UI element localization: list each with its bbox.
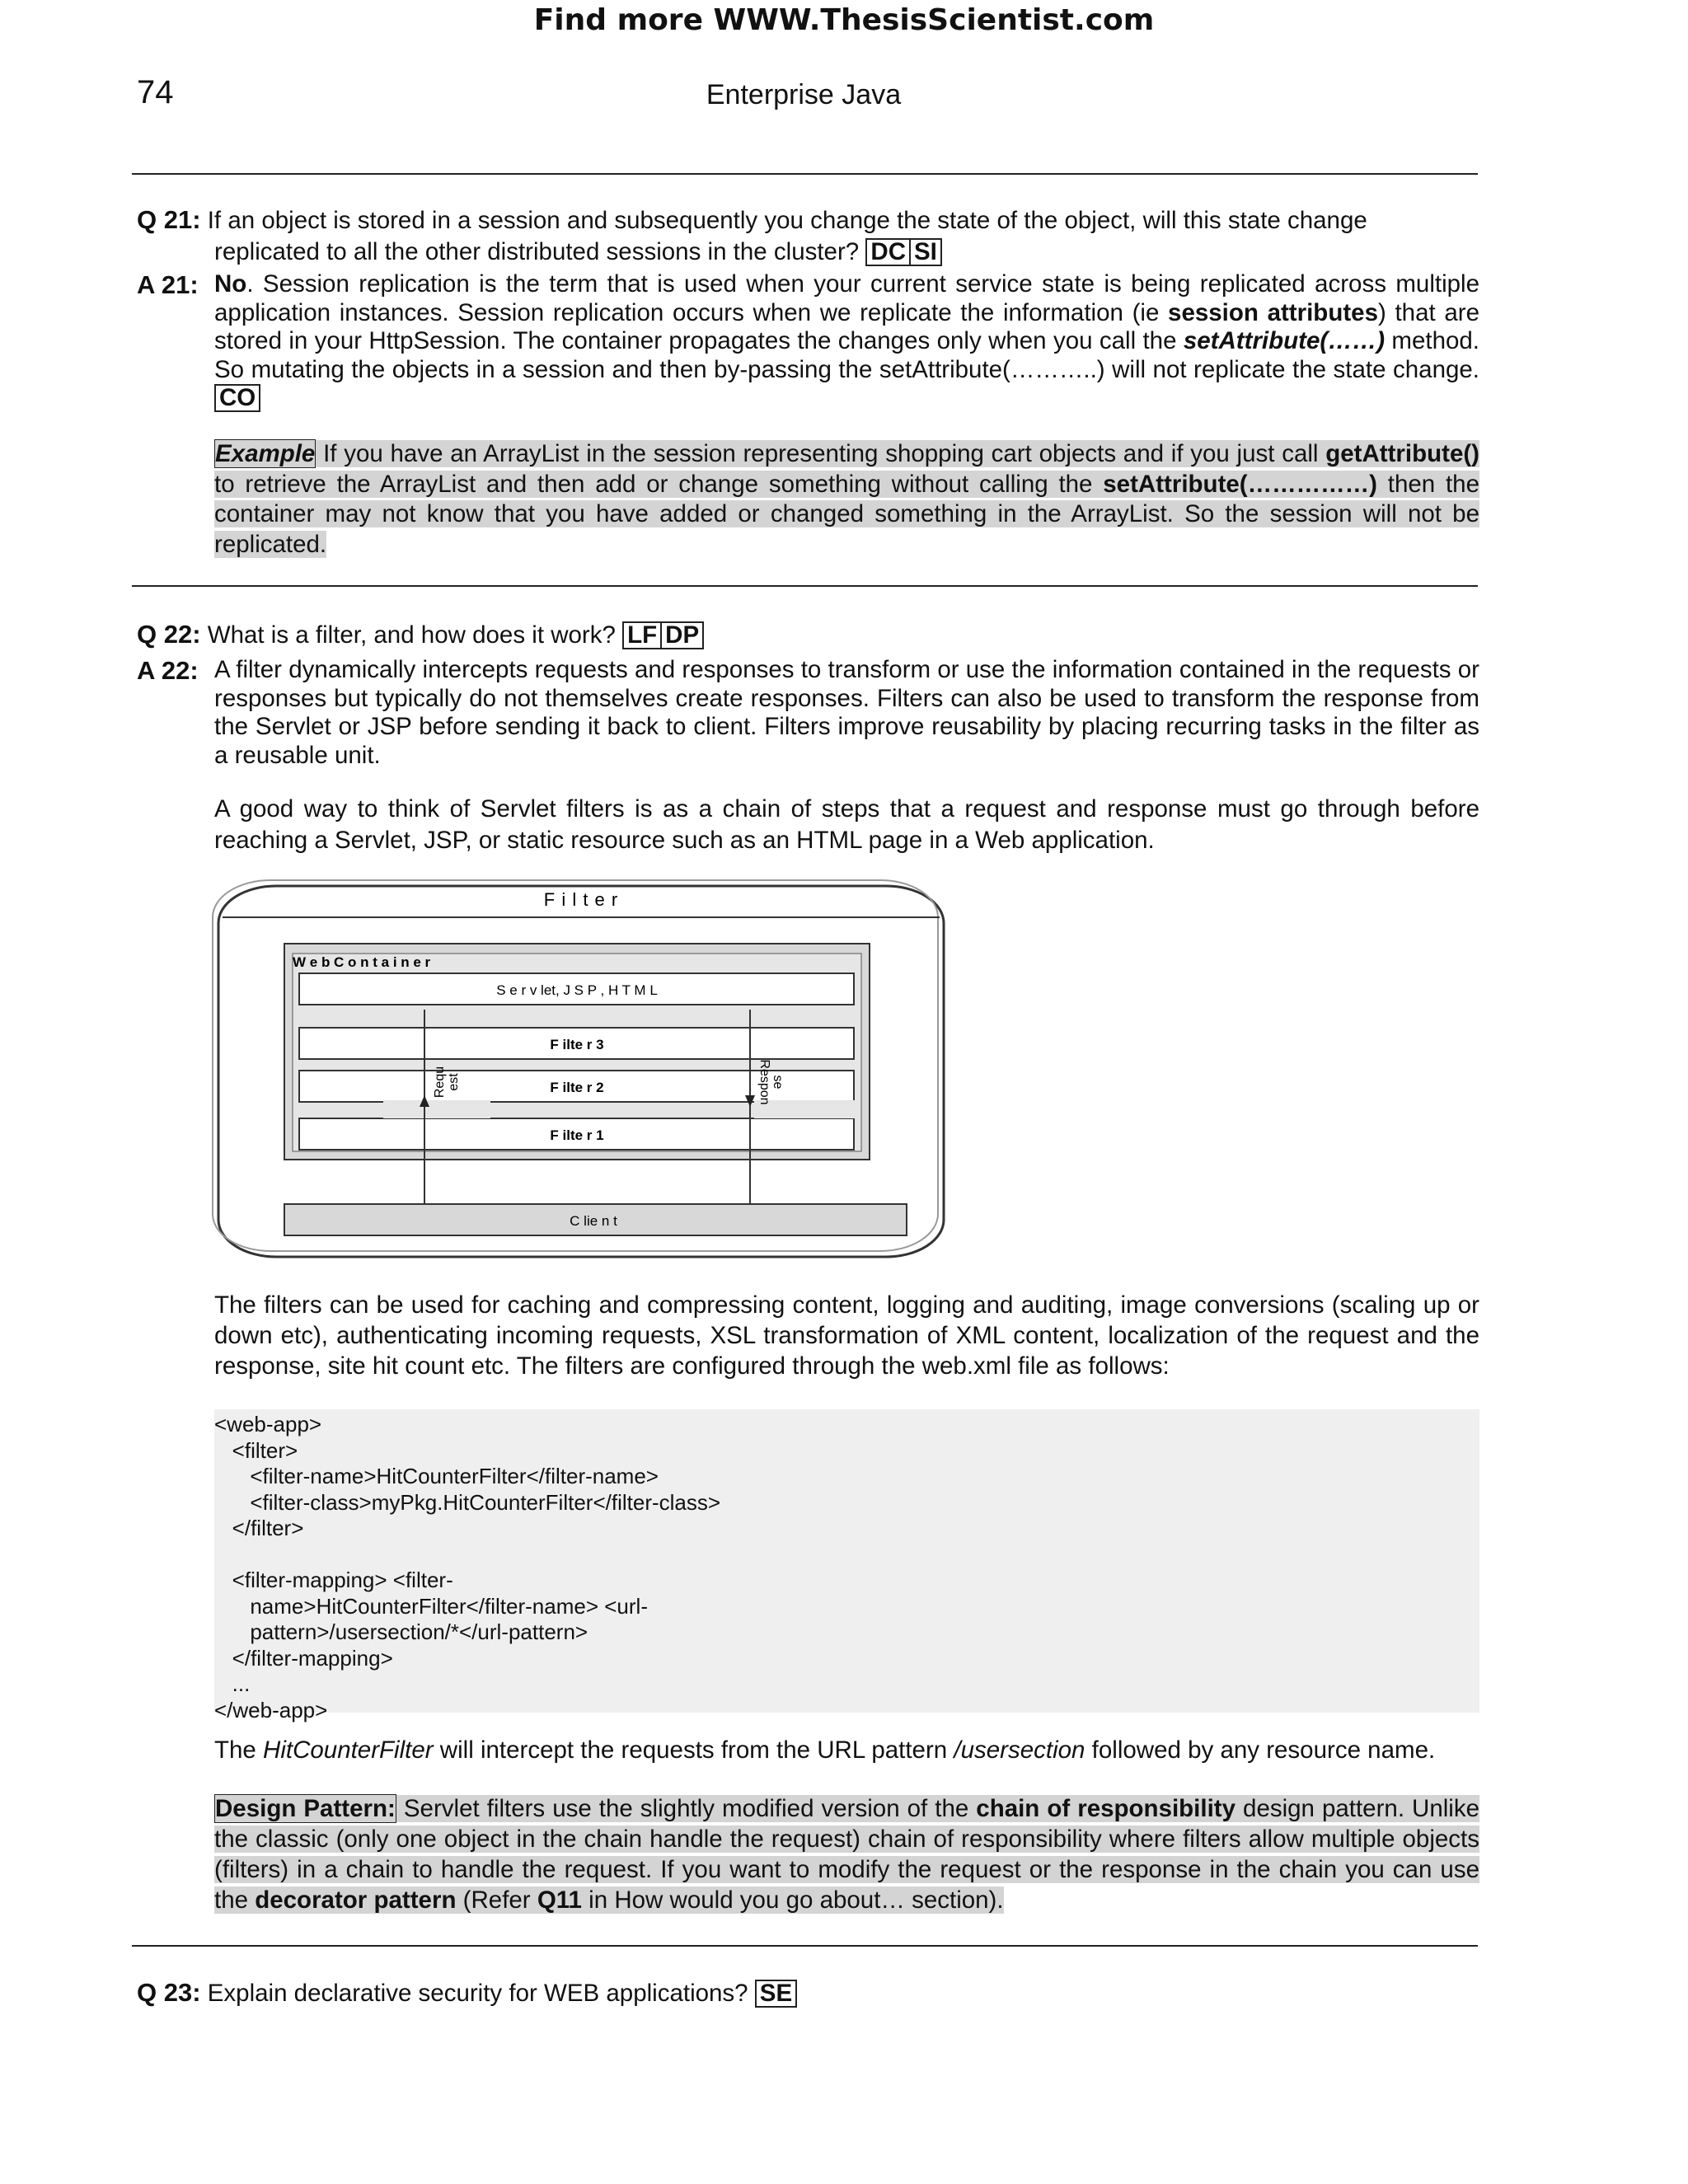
code-line: </web-app> — [214, 1697, 328, 1722]
code-line: <filter-mapping> <filter- — [214, 1568, 453, 1592]
a21-s3: method. So mutating the objects in a session and then by-passing the setAttribute(………..) will not replicate the state change. — [214, 327, 1479, 383]
code-line: <web-app> — [214, 1412, 322, 1436]
q23-text: Explain declarative security for WEB applications? — [207, 1980, 748, 2007]
filter-uses-paragraph: The filters can be used for caching and compressing content, logging and auditing, image conversions (scaling up or down etc), authenticating incoming requests, XSL transformation of XML content, localization of the request and the response, site hit count etc. The filters are configured through the web.xml file as follows: — [214, 1291, 1479, 1380]
client-label: C lie n t — [570, 1213, 617, 1229]
q23-label: Q 23: — [137, 1978, 201, 2007]
code-lines — [214, 1409, 1479, 1723]
q21-label: Q 21: — [137, 205, 201, 234]
dp-s1: Servlet filters use the slightly modified version of the — [396, 1795, 977, 1822]
hitcounter-s1: The — [214, 1736, 264, 1764]
q22-tag-lf: LF — [622, 621, 662, 649]
a21-tag-co: CO — [214, 384, 260, 412]
q21-tag-dc: DC — [865, 238, 911, 266]
running-title: Enterprise Java — [706, 79, 902, 110]
request-label-a: Requ — [433, 1066, 447, 1099]
dp-b1: chain of responsibility — [976, 1795, 1236, 1822]
web-container-label: W e b C o n t a i n e r — [293, 954, 431, 970]
q22-tag-dp: DP — [662, 621, 704, 649]
dp-s4: in How would you go about… section). — [581, 1886, 1004, 1914]
filter-diagram — [210, 878, 952, 1265]
hitcounter-s3: followed by any resource name. — [1085, 1736, 1436, 1764]
answer-21 — [214, 270, 1479, 413]
question-23 — [137, 1979, 1480, 2008]
a21-s1: . Session replication is the term that is used when your current service state is being replicated across multiple application instances. Session replication occurs when we replicate the information (ie — [214, 270, 1479, 326]
code-line: <filter-name>HitCounterFilter</filter-name> — [214, 1464, 659, 1488]
filter1-label: F ilte r 1 — [550, 1127, 604, 1143]
divider — [132, 1945, 1478, 1947]
code-line: <filter> — [214, 1437, 298, 1463]
q21-tag-si: SI — [911, 238, 942, 266]
hitcounter-i2: /usersection — [954, 1736, 1085, 1764]
dp-s3: (Refer — [456, 1886, 537, 1914]
a21-s2: ) that are stored in your HttpSession. The container propagates the changes only when you call the — [214, 298, 1479, 354]
request-label-b: est — [447, 1073, 461, 1091]
dp-b3: Q11 — [537, 1886, 582, 1914]
code-line: name>HitCounterFilter</filter-name> <url- — [214, 1593, 648, 1619]
example-label: Example — [215, 440, 316, 467]
a21-bold2: setAttribute(……) — [1183, 327, 1386, 354]
dp-s2: design pattern. Unlike the classic (only one object in the chain handle the request) chain of responsibility where filters allow multiple objects (filters) in a chain to handle the request. If you want to modify the request or the response in the chain you can use the — [214, 1795, 1480, 1914]
code-line: </filter-mapping> — [214, 1645, 393, 1671]
a22-label: A 22: — [137, 656, 199, 685]
design-pattern-paragraph — [214, 1793, 1479, 1915]
response-label-b: se — [771, 1075, 785, 1090]
hitcounter-s2: will intercept the requests from the URL pattern — [433, 1736, 954, 1764]
design-pattern-label: Design Pattern: — [215, 1795, 396, 1822]
hitcounter-paragraph — [214, 1736, 1484, 1765]
answer-22-p1: A filter dynamically intercepts requests and responses to transform or use the information contained in the requests or responses but typically do not themselves create responses. Filters can also be used to transform the response from the Servlet or JSP before sending it back to client. Filters improve reusability by placing recurring tasks in the filter as a reusable unit. — [214, 656, 1479, 769]
a21-no: No — [214, 270, 247, 298]
filter2-label: F ilte r 2 — [550, 1080, 604, 1095]
divider — [132, 585, 1478, 587]
example-s2: to retrieve the ArrayList and then add or change something without calling the — [214, 470, 1104, 498]
servlet-label: S e r v let, J S P , H T M L — [496, 982, 658, 998]
a21-bold1: session attributes — [1168, 298, 1378, 326]
example-21 — [214, 439, 1479, 560]
dp-b2: decorator pattern — [255, 1886, 457, 1914]
request-gap — [383, 1100, 490, 1118]
question-21 — [137, 206, 1480, 236]
a21-label: A 21: — [137, 270, 199, 299]
code-line: ... — [214, 1671, 251, 1696]
code-line: pattern>/usersection/*</url-pattern> — [214, 1619, 588, 1644]
filter3-label: F ilte r 3 — [550, 1037, 604, 1052]
example-s3: then the container may not know that you have added or changed something in the ArrayList. So the session will not be replicated. — [214, 470, 1479, 558]
question-22 — [137, 621, 1480, 650]
divider — [132, 173, 1478, 175]
q22-text: What is a filter, and how does it work? — [207, 621, 616, 649]
example-b2: setAttribute(……………) — [1103, 470, 1377, 498]
code-line: <filter-class>myPkg.HitCounterFilter</filter-class> — [214, 1489, 721, 1515]
page-number: 74 — [137, 74, 174, 110]
response-label-a: Respon — [757, 1059, 771, 1105]
hitcounter-i1: HitCounterFilter — [263, 1736, 434, 1764]
q21-text-line2: replicated to all the other distributed sessions in the cluster? — [214, 238, 860, 265]
code-line: </filter> — [214, 1516, 304, 1540]
q22-label: Q 22: — [137, 620, 201, 649]
example-s1: If you have an ArrayList in the session representing shopping cart objects and if you just call — [316, 440, 1326, 467]
q21-text-line1: If an object is stored in a session and subsequently you change the state of the object, will this state change — [207, 207, 1367, 234]
example-b1: getAttribute() — [1325, 440, 1479, 467]
code-line — [214, 1542, 1479, 1568]
diagram-title: F i l t e r — [543, 889, 619, 910]
question-21-cont — [214, 238, 1484, 267]
site-banner: Find more WWW.ThesisScientist.com — [533, 3, 1155, 37]
q23-tag-se: SE — [755, 1980, 797, 2008]
code-block — [214, 1409, 1479, 1722]
answer-22-p2: A good way to think of Servlet filters is as a chain of steps that a request and response must go through before reaching a Servlet, JSP, or static resource such as an HTML page in a Web application. — [214, 795, 1479, 854]
